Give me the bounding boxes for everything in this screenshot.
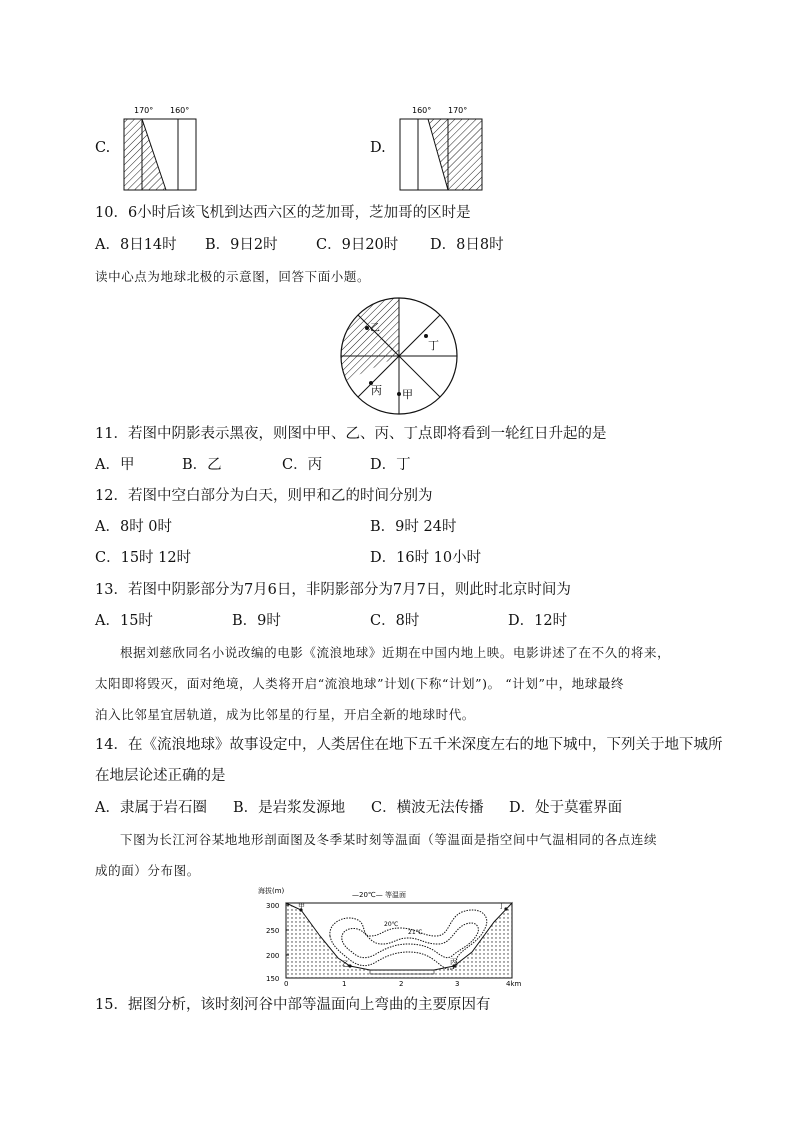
polar-label-ding: 丁 (428, 339, 439, 352)
valley-point-jia: 甲 (298, 902, 305, 910)
q14-option-a: A．隶属于岩石圈 (95, 800, 207, 816)
valley-y-tick-300: 300 (266, 902, 280, 910)
valley-terrain (286, 903, 512, 978)
q13-question: 13．若图中阴影部分为7月6日，非阴影部分为7月7日，则此时北京时间为 (95, 582, 571, 598)
q12-option-a: A．8时 0时 (95, 519, 173, 535)
q12-option-d: D．16时 10小时 (370, 550, 482, 566)
valley-y-axis-title: 海拔(m) (258, 887, 285, 895)
option-c-night-shade (124, 119, 166, 190)
option-c-label-1: 170° (134, 106, 154, 115)
q11-option-d: D．丁 (370, 457, 411, 473)
isotherm-label-20: 20℃ (384, 921, 399, 928)
q10-option-a: A．8日14时 (95, 237, 177, 253)
q12-option-c: C．15时 12时 (95, 550, 192, 566)
q12-option-b: B．9时 24时 (370, 519, 457, 535)
valley-diagram (258, 884, 526, 990)
q14-question-line-2: 在地层论述正确的是 (95, 768, 226, 784)
valley-point-bing: 丙 (450, 958, 457, 966)
q13-option-d: D．12时 (508, 613, 568, 629)
film-intro-line-2: 太阳即将毁灭，面对绝境，人类将开启“流浪地球”计划(下称“计划”)。 “计划”中，地球最终 (95, 676, 625, 691)
valley-x-tick-4km: 4km (506, 980, 522, 988)
valley-x-tick-1: 1 (342, 980, 347, 988)
option-d-label-2: 170° (448, 106, 468, 115)
option-c-label-2: 160° (170, 106, 190, 115)
q10-option-b: B．9日2时 (205, 237, 278, 253)
q14-option-b: B．是岩浆发源地 (233, 800, 346, 816)
q14-question-line-1: 14．在《流浪地球》故事设定中，人类居住在地下五千米深度左右的地下城中，下列关于地下城所 (95, 737, 723, 753)
polar-label-bing: 丙 (371, 384, 382, 397)
film-intro-line-1: 根据刘慈欣同名小说改编的电影《流浪地球》近期在中国内地上映。电影讲述了在不久的将来， (120, 645, 671, 660)
option-c-diagram (118, 100, 208, 195)
q14-option-c: C．横波无法传播 (371, 800, 484, 816)
valley-x-tick-2: 2 (399, 980, 404, 988)
polar-label-jia: 甲 (402, 388, 413, 401)
q15-question: 15．据图分析，该时刻河谷中部等温面向上弯曲的主要原因有 (95, 997, 491, 1013)
valley-x-tick-3: 3 (455, 980, 460, 988)
option-d-label-1: 160° (412, 106, 432, 115)
option-d-letter: D. (370, 140, 386, 156)
valley-legend: —20℃— 等温面 (352, 891, 406, 899)
valley-point-ding: 丁 (498, 902, 505, 910)
q11-option-c: C．丙 (282, 457, 323, 473)
valley-y-tick-200: 200 (266, 952, 280, 960)
q13-option-b: B．9时 (232, 613, 281, 629)
q13-option-c: C．8时 (370, 613, 420, 629)
film-intro-line-3: 泊入比邻星宜居轨道，成为比邻星的行星，开启全新的地球时代。 (95, 707, 475, 722)
isotherm-label-21: 21℃ (408, 929, 423, 936)
polar-night-shade (341, 298, 399, 381)
q10-option-d: D．8日8时 (430, 237, 504, 253)
valley-y-tick-150: 150 (266, 975, 280, 983)
q12-question: 12．若图中空白部分为白天，则甲和乙的时间分别为 (95, 488, 433, 504)
q14-option-d: D．处于莫霍界面 (509, 800, 623, 816)
q11-question: 11．若图中阴影表示黑夜，则图中甲、乙、丙、丁点即将看到一轮红日升起的是 (95, 426, 607, 442)
polar-label-yi: 乙 (370, 323, 380, 334)
valley-point-yi: 乙 (342, 960, 349, 968)
option-d-night-shade (428, 119, 482, 190)
valley-y-tick-250: 250 (266, 927, 280, 935)
q10-option-c: C．9日20时 (316, 237, 399, 253)
option-c-letter: C. (95, 140, 111, 156)
q10-question: 10．6小时后该飞机到达西六区的芝加哥，芝加哥的区时是 (95, 205, 471, 221)
q11-option-a: A．甲 (95, 457, 135, 473)
q13-option-a: A．15时 (95, 613, 153, 629)
valley-x-tick-0: 0 (284, 980, 289, 988)
q11-option-b: B．乙 (182, 457, 222, 473)
option-d-diagram (396, 100, 486, 195)
polar-intro: 读中心点为地球北极的示意图，回答下面小题。 (95, 269, 371, 284)
valley-intro-line-1: 下图为长江河谷某地地形剖面图及冬季某时刻等温面（等温面是指空间中气温相同的各点连续 (120, 832, 658, 847)
valley-intro-line-2: 成的面）分布图。 (95, 863, 200, 878)
polar-diagram (338, 297, 462, 417)
